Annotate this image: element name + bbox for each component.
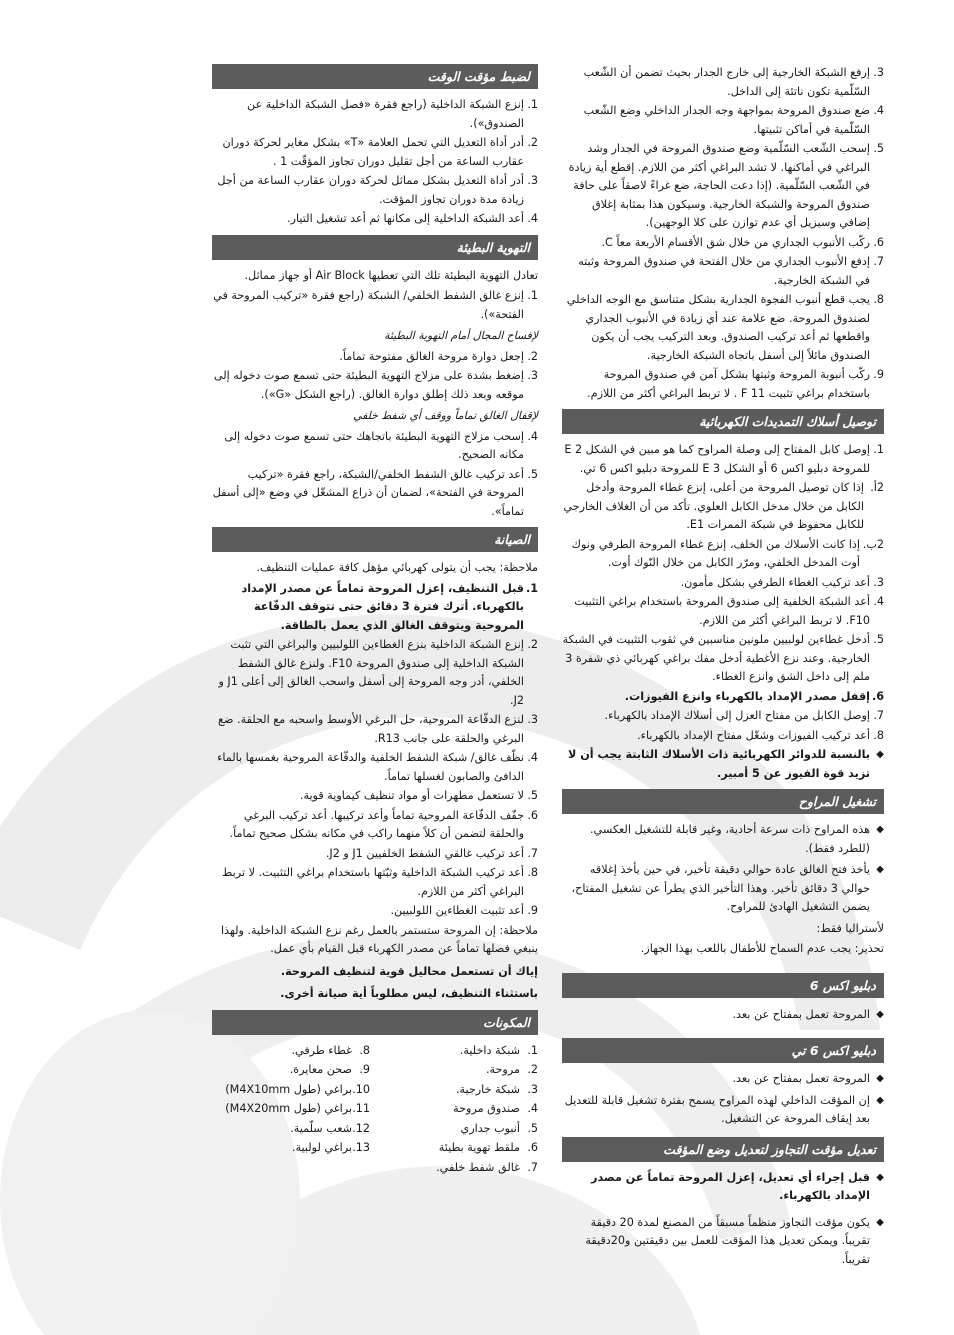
list-item: 8. يجب قطع أنبوب الفجوة الجدارية بشكل متناسق مع الوجه الداخلي لصندوق المروحة. ضع علامة عند أي زيادة في الأنبوب الجداري واقطعها ثم أعد تركيب الصندوق. وبعد التركيب يجب أن يكون الصندوق مائلاً إلى أسفل باتجاه الشبكة الخارجية. — [566, 293, 884, 362]
wx6t-section-header: دبليو اكس 6 تي — [562, 1038, 884, 1063]
list-item: ◆ هذه المراوح ذات سرعة أحادية، وغير قابلة للتشغيل العكسي. (للطرد فقط). — [590, 823, 884, 855]
maintenance-steps — [212, 580, 538, 921]
components-section-header: المكونات — [212, 1010, 538, 1035]
maintenance-section-header: الصيانة — [212, 527, 538, 552]
list-item: 5. أدخل غطاءين لولبيين ملونين مناسبين في ثقوب التثبيت في الشبكة الخارجية. وعند نزع الأغطية أدخل مفك براغي كهربائي ذي شفرة 3 ملم إلى داخل الشق وانزع الغطاء. — [562, 633, 884, 683]
list-item: 1. شبكة داخلية. — [459, 1043, 538, 1057]
list-item: 5. لا تستعمل مطهرات أو مواد تنظيف كيماوية قوية. — [299, 789, 538, 802]
list-item: 4. أعد الشبكة الخلفية إلى صندوق المروحة باستخدام براغي التثبيت F10. لا تربط البراغي أكثر من اللازم. — [574, 595, 884, 627]
list-item: 4. إسحب مزلاج التهوية البطيئة باتجاهك حتى تسمع صوت دخوله إلى مكانه الصحيح. — [224, 429, 538, 461]
backdraft-subheading-close: لإقفال الغالق تماماً ووقف أي شفط خلفي — [353, 409, 538, 422]
wiring-steps — [562, 441, 884, 745]
list-item: 9. أعد تثبيت الغطاءين اللولبيين. — [390, 904, 538, 917]
backdraft-subheading-open: لإفساح المجال أمام التهوية البطيئة — [384, 329, 538, 342]
list-item: 4. ضع صندوق المروحة بمواجهة وجه الجدار الداخلي وضع الشّعب السّلّمية في أماكن تثبيتها. — [583, 104, 884, 136]
list-item: 3. شبكة خارجية. — [455, 1082, 538, 1096]
list-item: 7. غالق شفط خلفي. — [436, 1160, 538, 1174]
installation-steps — [562, 64, 884, 403]
list-item: 8. غطاء طرفي. — [291, 1043, 370, 1057]
backdraft-section-header: التهوية البطيئة — [212, 235, 538, 260]
timer-section-header: لضبط مؤقت الوقت — [212, 64, 538, 89]
list-item: 1. إنزع الشبكة الداخلية (راجع فقرة «فصل الشبكة الداخلية عن الصندوق»). — [247, 98, 538, 130]
backdraft-intro: تعادل التهوية البطيئة تلك التي تعطيها Air Block أو جهاز مماثل. — [244, 268, 538, 282]
list-item: ◆ إن المؤقت الداخلي لهذه المراوح يسمح بفترة تشغيل قابلة للتعديل بعد إيقاف المروحة عن التشغيل. — [564, 1093, 884, 1125]
list-item: 3. إرفع الشبكة الخارجية إلى خارج الجدار بحيث تضمن أن الشّعب السّلّمية تكون ناتئة إلى الداخل. — [583, 66, 884, 98]
list-item: 3. أعد تركيب الغطاء الطرفي بشكل مأمون. — [680, 575, 884, 589]
left-column — [212, 64, 538, 1178]
operation-section-header: تشغيل المراوح — [562, 789, 884, 814]
australia-only-label: لأستراليا فقط: — [816, 921, 884, 935]
list-item: 1. إنزع غالق الشفط الخلفي/ الشبكة (راجع فقرة «تركيب المروحة في الفتحة»). — [213, 289, 538, 321]
list-item: ◆ بالنسبة للدوائر الكهربائية ذات الأسلاك الثابتة يجب أن لا تزيد قوة الفيوز عن 5 أمبير. — [568, 748, 884, 780]
list-item: 6. ملقط تهوية بطيئة — [438, 1141, 538, 1154]
list-item: 4. صندوق مروحة — [453, 1102, 538, 1115]
diamond-bullet-icon: ◆ — [876, 1008, 884, 1020]
diamond-bullet-icon: ◆ — [876, 1216, 884, 1228]
list-item: 1. إوصل كابل المفتاح إلى وصلة المراوح كما هو مبين في الشكل 2 E للمروحة دبليو اكس 6 أو الشكل 3 E للمروحة دبليو اكس 6 تي. — [564, 443, 884, 475]
components-col-2 — [212, 1042, 370, 1179]
list-item: 2. مروحة. — [485, 1063, 538, 1076]
backdraft-steps-1 — [212, 287, 538, 324]
list-item: 8. أعد تركيب الشبكة الداخلية وثبّتها باستخدام براغي التثبيت. لا تربط البراغي أكثر من اللازم. — [222, 866, 538, 898]
wiring-bullets — [562, 746, 884, 783]
timer-steps — [212, 96, 538, 229]
list-item: ◆ المروحة تعمل بمفتاح عن بعد. — [562, 1070, 884, 1089]
list-item: 6. إقفل مصدر الإمداد بالكهرباء وانزع الفيوزات. — [624, 689, 884, 703]
list-item: 3. لنزع الدفّاعة المروحية، حل البرغي الأوسط واسحبه مع الحلقة. ضع البرغي والحلقة على جانب R13. — [218, 713, 538, 745]
list-item: 2أ. إذا كان توصيل المروحة من أعلى، إنزع غطاء المروحة وأدخل الكابل من خلال مدخل الكابل العلوي. تأكد من أن الغلاف الخارجي للكابل محفوظ في شبكة الممرات E1. — [563, 481, 884, 531]
wx6t-bullets — [562, 1070, 884, 1129]
list-item: 9. صحن معايرة. — [289, 1063, 370, 1076]
list-item: 2. إجعل دوارة مروحة الغالق مفتوحة تماماً. — [339, 349, 538, 363]
list-item: ◆ يكون مؤقت التجاوز منظماً مسبقاً من المصنع لمدة 20 دقيقة تقريباً. ويمكن تعديل هذا المؤقت للعمل بين دقيقتين و20دقيقة تقريباً. — [585, 1215, 884, 1266]
wx6-bullets — [562, 1006, 884, 1025]
diamond-bullet-icon: ◆ — [876, 749, 884, 760]
list-item: 11. براغي (طول M4X20mm) — [225, 1102, 370, 1115]
list-item: 3. إضغط بشدة على مزلاج التهوية البطيئة حتى تسمع صوت دخوله إلى موقعه وبعد ذلك إطلق دوارة الغالق. (راجع الشكل «G»). — [213, 369, 538, 401]
children-warning: تحذير: يجب عدم السماح للأطفال باللعب بهذا الجهاز. — [640, 942, 884, 955]
diamond-bullet-icon: ◆ — [876, 864, 884, 875]
maintenance-warning-1: إياك أن تستعمل محاليل قوية لتنظيف المروحة. — [280, 964, 538, 978]
backdraft-steps-2 — [212, 348, 538, 405]
list-item: 7. إوصل الكابل من مفتاح العزل إلى أسلاك الإمداد بالكهرباء. — [604, 709, 884, 722]
list-item: 8. أعد تركيب الفيوزات وشغّل مفتاح الإمداد بالكهرباء. — [637, 728, 884, 742]
list-item: 13. براغي لولبية. — [291, 1141, 370, 1154]
right-column — [562, 64, 884, 1272]
overrun-timer-section-header: تعديل مؤقت التجاوز لتعديل وضع المؤقت — [562, 1137, 884, 1162]
list-item: 2. إنزع الشبكة الداخلية بنزع الغطاءين اللولبيين والبراغي التي تثبت الشبكة الداخلية إلى صندوق المروحة F10. ولنزع غالق الشفط الخلفي، أدر وجه المروحة إلى أسفل واسحب الغالق إلى أعلى J1 و J2. — [218, 638, 538, 707]
maintenance-note-2: ملاحظة: إن المروحة ستستمر بالعمل رغم نزع الشبكة الداخلية. ولهذا ينبغي فصلها تماماً عن مصدر الكهرباء قبل القيام بأي عمل. — [220, 923, 538, 955]
wiring-section-header: توصيل أسلاك التمديدات الكهربائية — [562, 409, 884, 434]
list-item: 7. أعد تركيب غالقي الشفط الخلفيين J1 و J2. — [325, 846, 538, 860]
backdraft-steps-3 — [212, 428, 538, 522]
overrun-bullets — [562, 1169, 884, 1270]
list-item: ◆ قبل إجراء أي تعديل، إعزل المروحة تماماً عن مصدر الإمداد بالكهرباء. — [591, 1170, 884, 1202]
list-item: 6. ركّب الأنبوب الجداري من خلال شق الأقسام الأربعة معاً C. — [601, 235, 884, 249]
list-item: 1. قبل التنظيف، إعزل المروحة تماماً عن مصدر الإمداد بالكهرباء. أترك فترة 3 دقائق حتى تتوقف الدفّاعة المروحية ويتوقف الغالق الذي يعمل بالطاقة. — [241, 581, 538, 632]
wx6-section-header: دبليو اكس 6 — [562, 973, 884, 998]
diamond-bullet-icon: ◆ — [876, 1073, 884, 1084]
list-item: 12. شعب سلّمية. — [290, 1121, 370, 1135]
list-item: 7. إدفع الأنبوب الجداري من خلال الفتحة في صندوق المروحة وثبته في الشبكة الخارجية. — [578, 255, 884, 287]
list-item: 9. ركّب أنبوبة المروحة وثبتها بشكل آمن في صندوق المروحة باستخدام براغي تثبيت F 11 . لا تربط البراغي أكثر من اللازم. — [587, 368, 884, 400]
list-item: 3. أدر أداة التعديل بشكل مماثل لحركة دوران عقارب الساعة من أجل زيادة مدة دوران تجاوز المؤقت. — [217, 174, 538, 206]
maintenance-warning-2: باستثناء التنظيف، ليس مطلوباً أية صيانة أخرى. — [280, 987, 538, 1000]
diamond-bullet-icon: ◆ — [876, 1094, 884, 1106]
list-item: 4. نظّف غالق/ شبكة الشفط الخلفية والدفّاعة المروحية بغمسها بالماء الدافئ والصابون لغسلها تماماً. — [217, 751, 538, 783]
list-item: 2ب. إذا كانت الأسلاك من الخلف، إنزع غطاء المروحة الطرفي ونوك أوت المدخل الخلفي، ومرّر الكابل من خلال النّوك أوت. — [571, 537, 884, 569]
list-item: 5. أنبوب جداري — [460, 1121, 538, 1135]
list-item: 6. جفّف الدفّاعة المروحية تماماً وأعد تركيبها. أعد تركيب البرغي والحلقة لتضمن أن كلاً منهما راكب في مكانه بشكل صحيح تماماً. — [229, 808, 538, 840]
components-col-1 — [370, 1042, 538, 1179]
list-item: ◆ المروحة تعمل بمفتاح عن بعد. — [562, 1006, 884, 1025]
operation-bullets — [562, 821, 884, 917]
list-item: 5. إسحب الشّعب السّلّمية وضع صندوق المروحة في الجدار وشد البراغي في أماكنها. لا تشد البراغي أكثر من اللازم. إقطع أية زيادة في الشّعب السّلّمية. (إذا دعت الحاجة، ضع غراءً لاصقاً على حافة صندوق المروحة والشبكة الخارجية. وسيكون هذا بمثابة إغلاق إضافي وسيزيل أي عدم توازن على كلا الوجهين). — [568, 142, 884, 229]
maintenance-note: ملاحظة: يجب أن يتولى كهربائي مؤهل كافة عمليات التنظيف. — [256, 561, 538, 574]
list-item: 4. أعد الشبكة الداخلية إلى مكانها ثم أعد تشغيل التيار. — [287, 212, 538, 225]
list-item: 10. براغي (طول M4X10mm) — [225, 1082, 370, 1096]
list-item: 5. أعد تركيب غالق الشفط الخلفي/الشبكة، راجع فقرة «تركيب المروحة في الفتحة»، لضمان أن ذراع المشغّل في وضع «إلى أسفل تماماً». — [212, 467, 538, 518]
diamond-bullet-icon: ◆ — [876, 1171, 884, 1183]
list-item: 2. أدر أداة التعديل التي تحمل العلامة «T» بشكل مغاير لحركة دوران عقارب الساعة من أجل تقليل دوران تجاوز المؤقّت 1 . — [222, 136, 538, 168]
list-item: ◆ يأخذ فتح الغالق عادة حوالي دقيقة تأخير، في حين يأخذ إغلاقه حوالي 3 دقائق تأخير. وهذا التأخير الذي يطرأ عن تشغيل المفتاح، يضمن التشغيل الهادئ للمراوح. — [571, 863, 884, 913]
diamond-bullet-icon: ◆ — [876, 824, 884, 835]
components-list — [212, 1042, 538, 1179]
